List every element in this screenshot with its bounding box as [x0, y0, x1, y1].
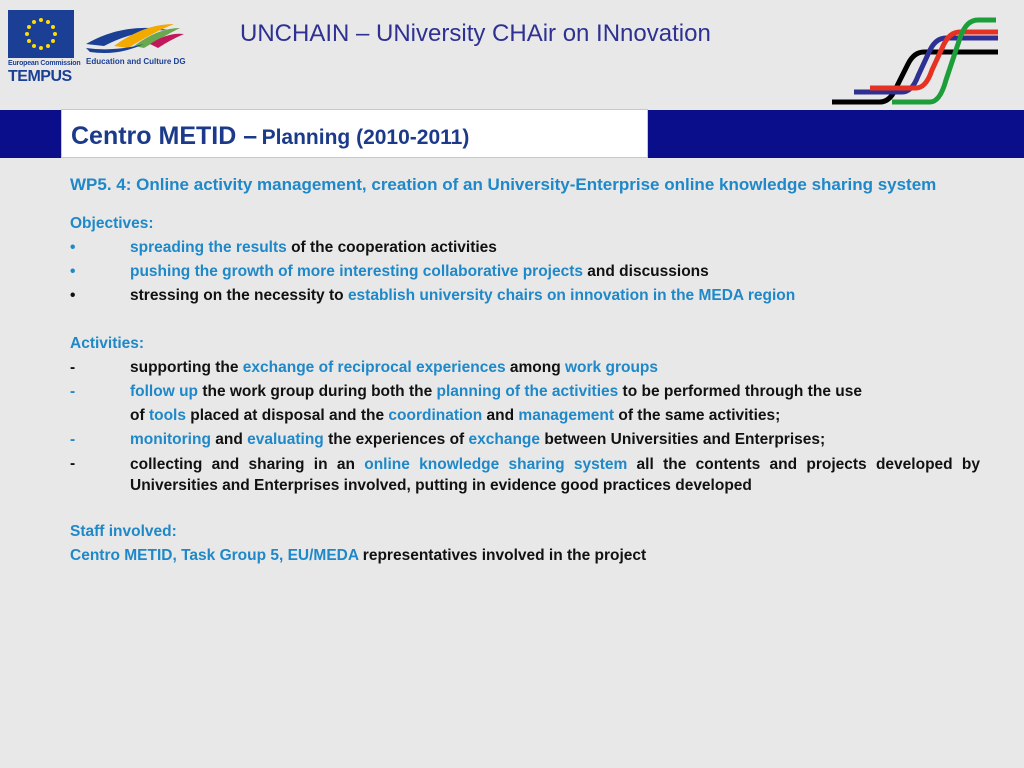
dash-marker: -	[70, 383, 76, 400]
dg-swoosh-icon	[84, 20, 194, 56]
activity-item: - collecting and sharing in an online knowledge sharing system all the contents and projects developed by Universities and Enterprises involved, putting in evidence good practices developed	[70, 452, 980, 496]
tempus-label: TEMPUS	[8, 68, 72, 85]
eu-flag-icon	[8, 10, 74, 58]
wp-heading: WP5. 4: Online activity management, creation of an University-Enterprise online knowledge sharing system	[70, 175, 937, 194]
eu-tempus-logo	[8, 10, 81, 90]
slide-title-sub: Planning (2010-2011)	[261, 126, 470, 149]
activity-item-continued: of tools placed at disposal and the coordination and management of the same activities;	[130, 407, 781, 424]
activity-item: - monitoring and evaluating the experiences of exchange between Universities and Enterprises;	[70, 428, 980, 452]
header-title: UNCHAIN – UNiversity CHAir on INnovation	[240, 20, 711, 47]
activity-item: - follow up the work group during both the planning of the activities to be performed through the use	[70, 380, 980, 404]
dg-label: Education and Culture DG	[86, 57, 186, 66]
bullet-marker: •	[70, 287, 76, 304]
bullet-marker: •	[70, 263, 76, 280]
dash-marker: -	[70, 431, 76, 448]
objective-item: • pushing the growth of more interesting collaborative projects and discussions	[70, 260, 980, 284]
education-culture-dg-logo	[84, 20, 194, 70]
staff-label: Staff involved:	[70, 523, 177, 540]
dash-marker: -	[70, 455, 76, 472]
objective-item: • stressing on the necessity to establish university chairs on innovation in the MEDA region	[70, 284, 980, 308]
slide-title-box	[61, 109, 648, 158]
slide-title	[71, 122, 469, 151]
unchain-stripes-logo	[832, 14, 998, 106]
activities-label: Activities:	[70, 335, 145, 352]
objectives-label: Objectives:	[70, 215, 154, 232]
staff-line: Centro METID, Task Group 5, EU/MEDA representatives involved in the project	[70, 547, 647, 564]
bullet-marker: •	[70, 239, 76, 256]
dash-marker: -	[70, 359, 76, 376]
slide-title-main: Centro METID –	[71, 122, 258, 150]
slide-content	[70, 173, 980, 568]
objective-item: • spreading the results of the cooperation activities	[70, 236, 980, 260]
activity-item: - supporting the exchange of reciprocal experiences among work groups	[70, 356, 980, 380]
eu-commission-label: European Commission	[8, 60, 81, 67]
